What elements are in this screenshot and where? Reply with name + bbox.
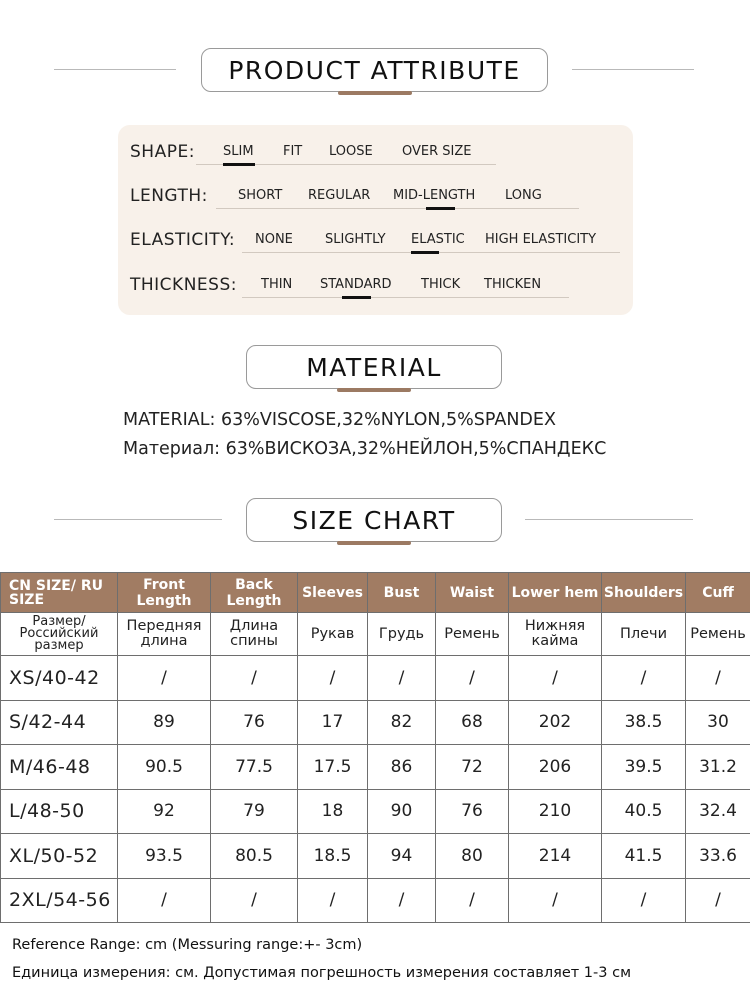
attribute-label: ELASTICITY: bbox=[130, 230, 236, 250]
attribute-option: SHORT bbox=[238, 188, 283, 203]
column-header: Shoulders bbox=[602, 573, 686, 613]
column-header-ru: Плечи bbox=[602, 613, 686, 656]
table-cell: 18 bbox=[298, 789, 368, 834]
table-row bbox=[1, 700, 750, 745]
table-cell: 89 bbox=[118, 700, 211, 745]
table-row bbox=[1, 834, 750, 879]
table-cell: 214 bbox=[509, 834, 602, 879]
material-title: MATERIAL bbox=[246, 345, 502, 389]
table-cell: 18.5 bbox=[298, 834, 368, 879]
table-cell: / bbox=[509, 656, 602, 701]
table-row bbox=[1, 745, 750, 790]
size-cell: M/46-48 bbox=[1, 745, 118, 790]
column-header-ru: Грудь bbox=[368, 613, 436, 656]
table-cell: / bbox=[118, 878, 211, 923]
material-header bbox=[0, 345, 750, 389]
table-cell: 82 bbox=[368, 700, 436, 745]
table-cell: 68 bbox=[436, 700, 509, 745]
table-cell: 80 bbox=[436, 834, 509, 879]
table-cell: 210 bbox=[509, 789, 602, 834]
table-cell: / bbox=[602, 878, 686, 923]
material-english: MATERIAL: 63%VISCOSE,32%NYLON,5%SPANDEX bbox=[123, 410, 556, 430]
attribute-option: THIN bbox=[261, 277, 293, 292]
table-cell: 202 bbox=[509, 700, 602, 745]
measurement-note-russian: Единица измерения: см. Допустимая погрешность измерения составляет 1-3 см bbox=[12, 965, 632, 981]
attribute-row-elasticity bbox=[118, 226, 633, 256]
table-cell: / bbox=[118, 656, 211, 701]
size-cell: 2XL/54-56 bbox=[1, 878, 118, 923]
table-cell: / bbox=[686, 878, 750, 923]
table-cell: 32.4 bbox=[686, 789, 750, 834]
table-cell: / bbox=[368, 656, 436, 701]
attribute-row-length bbox=[118, 182, 633, 212]
table-cell: / bbox=[211, 878, 298, 923]
table-row bbox=[1, 656, 750, 701]
column-header: Cuff bbox=[686, 573, 750, 613]
table-cell: / bbox=[509, 878, 602, 923]
table-cell: / bbox=[298, 656, 368, 701]
reference-range-note: Reference Range: cm (Messuring range:+- 3cm) bbox=[12, 937, 363, 953]
table-cell: 33.6 bbox=[686, 834, 750, 879]
column-header-ru: Нижняя кайма bbox=[509, 613, 602, 656]
column-header-ru: Длина спины bbox=[211, 613, 298, 656]
table-cell: 80.5 bbox=[211, 834, 298, 879]
size-cell: XL/50-52 bbox=[1, 834, 118, 879]
size-cell: XS/40-42 bbox=[1, 656, 118, 701]
attribute-row-thickness bbox=[118, 271, 633, 301]
product-attribute-title: PRODUCT ATTRIBUTE bbox=[201, 48, 548, 92]
table-cell: / bbox=[436, 878, 509, 923]
table-cell: 31.2 bbox=[686, 745, 750, 790]
table-cell: 39.5 bbox=[602, 745, 686, 790]
attribute-option-selected: ELASTIC bbox=[411, 232, 465, 247]
attribute-option: FIT bbox=[283, 144, 303, 159]
table-cell: 77.5 bbox=[211, 745, 298, 790]
size-chart-table bbox=[0, 572, 750, 923]
table-cell: / bbox=[368, 878, 436, 923]
column-header-ru: Ремень bbox=[686, 613, 750, 656]
table-cell: 92 bbox=[118, 789, 211, 834]
attribute-option: LOOSE bbox=[329, 144, 373, 159]
column-header-ru: Передняя длина bbox=[118, 613, 211, 656]
table-cell: / bbox=[686, 656, 750, 701]
attribute-option: NONE bbox=[255, 232, 293, 247]
column-header: Bust bbox=[368, 573, 436, 613]
table-cell: / bbox=[602, 656, 686, 701]
table-cell: 93.5 bbox=[118, 834, 211, 879]
table-cell: / bbox=[211, 656, 298, 701]
table-cell: 90.5 bbox=[118, 745, 211, 790]
table-row bbox=[1, 789, 750, 834]
table-row bbox=[1, 878, 750, 923]
table-cell: / bbox=[298, 878, 368, 923]
attribute-option: OVER SIZE bbox=[402, 144, 472, 159]
column-header: Back Length bbox=[211, 573, 298, 613]
product-attribute-header bbox=[0, 48, 750, 92]
table-cell: / bbox=[436, 656, 509, 701]
table-cell: 40.5 bbox=[602, 789, 686, 834]
column-header: Sleeves bbox=[298, 573, 368, 613]
table-cell: 72 bbox=[436, 745, 509, 790]
table-cell: 41.5 bbox=[602, 834, 686, 879]
attribute-option: HIGH ELASTICITY bbox=[485, 232, 597, 247]
attribute-option-selected: STANDARD bbox=[320, 277, 392, 292]
size-chart-header bbox=[0, 498, 750, 542]
table-cell: 38.5 bbox=[602, 700, 686, 745]
size-chart-title: SIZE CHART bbox=[246, 498, 502, 542]
size-column-header: CN SIZE/ RU SIZE bbox=[1, 573, 118, 613]
table-cell: 206 bbox=[509, 745, 602, 790]
attribute-label: THICKNESS: bbox=[130, 275, 237, 295]
attribute-panel bbox=[118, 125, 633, 315]
attribute-row-shape bbox=[118, 138, 633, 168]
column-header-ru: Рукав bbox=[298, 613, 368, 656]
attribute-option: THICKEN bbox=[484, 277, 542, 292]
table-cell: 79 bbox=[211, 789, 298, 834]
size-cell: S/42-44 bbox=[1, 700, 118, 745]
material-russian: Материал: 63%ВИСКОЗА,32%НЕЙЛОН,5%СПАНДЕКС bbox=[123, 439, 607, 459]
column-header: Front Length bbox=[118, 573, 211, 613]
table-cell: 17 bbox=[298, 700, 368, 745]
table-cell: 76 bbox=[211, 700, 298, 745]
table-header-russian bbox=[1, 613, 750, 656]
table-cell: 90 bbox=[368, 789, 436, 834]
size-column-header-ru: Размер/ Российский размер bbox=[1, 613, 118, 656]
attribute-option-selected: MID-LENGTH bbox=[393, 188, 475, 203]
table-cell: 94 bbox=[368, 834, 436, 879]
table-cell: 17.5 bbox=[298, 745, 368, 790]
column-header-ru: Ремень bbox=[436, 613, 509, 656]
column-header: Waist bbox=[436, 573, 509, 613]
column-header: Lower hem bbox=[509, 573, 602, 613]
attribute-option: THICK bbox=[421, 277, 461, 292]
attribute-label: SHAPE: bbox=[130, 142, 195, 162]
table-cell: 76 bbox=[436, 789, 509, 834]
table-cell: 30 bbox=[686, 700, 750, 745]
size-cell: L/48-50 bbox=[1, 789, 118, 834]
attribute-option: LONG bbox=[505, 188, 542, 203]
attribute-option: REGULAR bbox=[308, 188, 371, 203]
attribute-label: LENGTH: bbox=[130, 186, 208, 206]
table-cell: 86 bbox=[368, 745, 436, 790]
attribute-option: SLIGHTLY bbox=[325, 232, 386, 247]
table-header-english bbox=[1, 573, 750, 613]
attribute-option-selected: SLIM bbox=[223, 144, 254, 159]
